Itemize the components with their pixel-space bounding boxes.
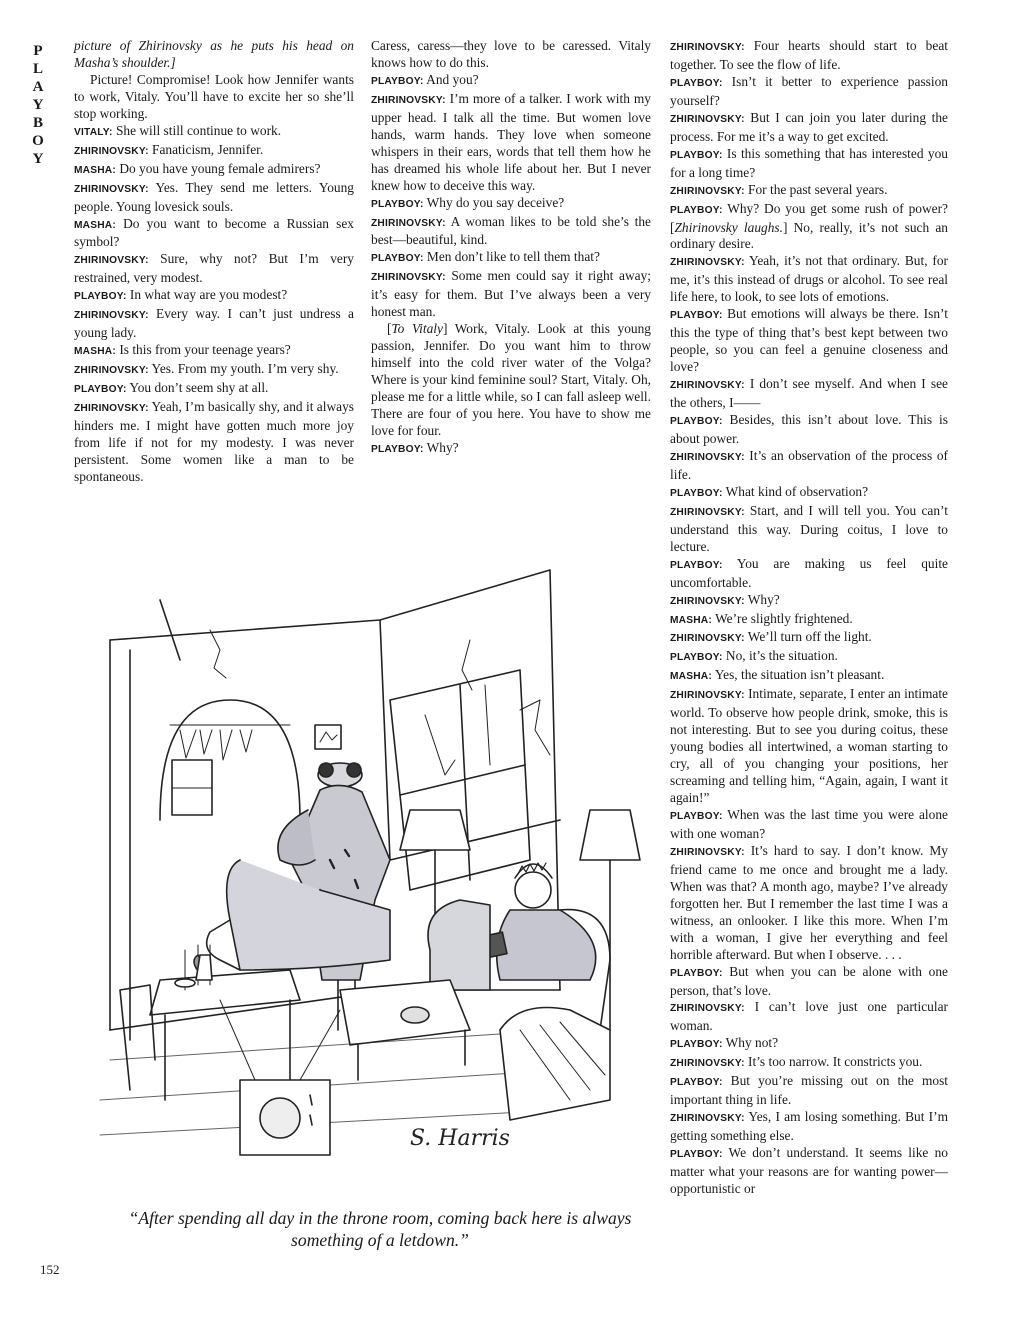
dialogue-line: ZHIRINOVSKY: It’s hard to say. I don’t know. My friend came to me once and brought me a lady. When was that? A month ago, maybe? I’ve already forgotten her. But I remember the last time I was a witness, an onlooker. I like this more. When I’m with a woman, I give her everything and feel horrible afterward. But when I observe. . . . [670, 842, 948, 962]
dialogue-line: PLAYBOY: No, it’s the situation. [670, 648, 838, 664]
speaker-label: ZHIRINOVSKY: [670, 257, 745, 269]
dialogue-line: ZHIRINOVSKY: Yes. They send me letters. Young people. Young lovesick souls. [74, 179, 354, 214]
dialogue-line: MASHA: Yes, the situation isn’t pleasant. [670, 667, 885, 683]
speaker-label: MASHA: [74, 346, 116, 358]
dialogue-line: ZHIRINOVSKY: Every way. I can’t just undress a young lady. [74, 306, 354, 341]
dialogue-paragraph: [To Vitaly] Work, Vitaly. Look at this young passion, Jennifer. Do you want him to throw himself into the cold river water of the Volga? Where is your kind feminine soul? Start, Vitaly. Oh, please me for a little while, so I can fall asleep well. There are four of you here. You have to show me love for four. [371, 321, 651, 438]
stage-direction: picture of Zhirinovsky as he puts his head on Masha’s shoulder.] [74, 38, 354, 70]
speaker-label: ZHIRINOVSKY: [74, 145, 149, 157]
dialogue-line: MASHA: Is this from your teenage years? [74, 342, 291, 358]
speaker-label: ZHIRINOVSKY: [670, 113, 745, 125]
speaker-label: PLAYBOY: [670, 652, 723, 664]
dialogue-line: ZHIRINOVSKY: Four hearts should start to beat together. To see the flow of life. [670, 38, 948, 72]
dialogue-line: ZHIRINOVSKY: Why? [670, 591, 780, 607]
running-head-letter: L [32, 61, 43, 77]
dialogue-line: PLAYBOY: You are making us feel quite uncomfortable. [670, 555, 949, 590]
speaker-label: PLAYBOY: [670, 77, 723, 89]
speaker-label: ZHIRINOVSKY: [670, 690, 745, 702]
speaker-label: ZHIRINOVSKY: [670, 633, 745, 645]
speaker-label: ZHIRINOVSKY: [74, 403, 149, 415]
speaker-label: PLAYBOY: [371, 75, 424, 87]
speaker-label: PLAYBOY: [670, 310, 723, 322]
dialogue-line: PLAYBOY: And you? [371, 71, 479, 87]
dialogue-line: PLAYBOY: In what way are you modest? [74, 287, 288, 303]
speaker-label: MASHA: [74, 164, 116, 176]
speaker-label: ZHIRINOVSKY: [371, 217, 446, 229]
dialogue-line: PLAYBOY: When was the last time you were alone with one woman? [670, 806, 948, 841]
cartoon-illustration [90, 560, 650, 1172]
dialogue-line: PLAYBOY: Is this something that has interested you for a long time? [670, 145, 948, 180]
dialogue-line: ZHIRINOVSKY: I’m more of a talker. I work with my upper head. I talk all the time. But women love hands, warm hands. They love when someone whispers in their ears, words that tell them how he has dreamed his whole life about her. But I never knew how to deceive this way. [371, 90, 651, 193]
dialogue-line: ZHIRINOVSKY: For the past several years. [670, 181, 888, 197]
dialogue-line: ZHIRINOVSKY: Intimate, separate, I enter an intimate world. To observe how people drink, smoke, this is not interesting. But to see you during coitus, these young bodies all intertwined, a woman starting to cry, all of you changing your positions, her screaming and telling him, “Again, again, I want it again!” [670, 686, 948, 806]
dialogue-line: ZHIRINOVSKY: A woman likes to be told she’s the best—beautiful, kind. [371, 213, 651, 248]
dialogue-line: ZHIRINOVSKY: Yeah, it’s not that ordinary. But, for me, it’s this instead of drugs or alcohol. To see real life here, to look, to see lots of emotions. [670, 253, 948, 305]
running-head [26, 42, 50, 168]
speaker-label: ZHIRINOVSKY: [371, 94, 446, 106]
speaker-label: MASHA: [670, 614, 712, 626]
speaker-label: ZHIRINOVSKY: [74, 365, 149, 377]
dialogue-line: PLAYBOY: But you’re missing out on the most important thing in life. [670, 1073, 948, 1108]
speaker-label: PLAYBOY: [371, 253, 424, 265]
speaker-label: MASHA: [74, 219, 116, 231]
speaker-label: PLAYBOY: [670, 559, 723, 571]
dialogue-line: ZHIRINOVSKY: It’s an observation of the process of life. [670, 447, 948, 482]
running-head-letter: P [33, 43, 43, 59]
speaker-label: ZHIRINOVSKY: [74, 255, 149, 267]
dialogue-line: ZHIRINOVSKY: It’s too narrow. It constricts you. [670, 1054, 923, 1070]
speaker-label: ZHIRINOVSKY: [670, 595, 745, 607]
speaker-label: PLAYBOY: [74, 384, 127, 396]
dialogue-line: ZHIRINOVSKY: Some men could say it right away; it’s easy for them. But I’ve always been a very honest man. [371, 268, 651, 320]
speaker-label: ZHIRINOVSKY: [670, 1003, 745, 1015]
dialogue-paragraph: Caress, caress—they love to be caressed. Vitaly knows how to do this. [371, 38, 651, 70]
speaker-label: ZHIRINOVSKY: [670, 1058, 745, 1070]
dialogue-line: MASHA: We’re slightly frightened. [670, 610, 853, 626]
dialogue-line: PLAYBOY: But emotions will always be there. Isn’t this the type of thing that’s best kept between two people, so you can feel a genuine closeness and love? [670, 306, 948, 375]
dialogue-line: ZHIRINOVSKY: Yeah, I’m basically shy, and it always hinders me. I might have gotten much more joy from life if not for my modesty. I was never persistent. Some women like a man to be spontaneous. [74, 399, 354, 484]
speaker-label: ZHIRINOVSKY: [74, 310, 149, 322]
running-head-letter: B [32, 115, 43, 131]
text-column-3 [670, 38, 948, 1198]
speaker-label: ZHIRINOVSKY: [371, 272, 446, 284]
dialogue-line: ZHIRINOVSKY: We’ll turn off the light. [670, 629, 872, 645]
dialogue-line: ZHIRINOVSKY: But I can join you later during the process. For me it’s a way to get excited. [670, 109, 948, 144]
speaker-label: PLAYBOY: [670, 416, 723, 428]
dialogue-line: ZHIRINOVSKY: Fanaticism, Jennifer. [74, 141, 264, 157]
speaker-label: MASHA: [670, 671, 712, 683]
running-head-letter: Y [32, 151, 44, 167]
speaker-label: PLAYBOY: [371, 198, 424, 210]
speaker-label: PLAYBOY: [670, 149, 723, 161]
dialogue-line: PLAYBOY: Men don’t like to tell them that? [371, 249, 600, 265]
speaker-label: ZHIRINOVSKY: [670, 42, 745, 53]
text-column-1 [74, 38, 354, 486]
dialogue-line: ZHIRINOVSKY: I don’t see myself. And when I see the others, I—— [670, 376, 948, 411]
speaker-label: PLAYBOY: [371, 443, 424, 455]
speaker-label: ZHIRINOVSKY: [670, 380, 745, 392]
dialogue-line: PLAYBOY: Why? [371, 439, 459, 455]
page-number: 152 [40, 1262, 60, 1277]
cartoon-caption: “After spending all day in the throne room, coming back here is always something of a letdown.” [128, 1208, 632, 1250]
speaker-label: ZHIRINOVSKY: [670, 185, 745, 197]
dialogue-line: PLAYBOY: We don’t understand. It seems like no matter what your reasons are for wanting power—opportunistic or [670, 1145, 948, 1196]
speaker-label: PLAYBOY: [670, 810, 723, 822]
speaker-label: ZHIRINOVSKY: [670, 451, 745, 463]
speaker-label: PLAYBOY: [670, 1149, 723, 1161]
text-column-2 [371, 38, 651, 459]
dialogue-line: PLAYBOY: Besides, this isn’t about love. This is about power. [670, 412, 948, 446]
running-head-letter: A [32, 79, 44, 95]
speaker-label: PLAYBOY: [670, 1039, 723, 1051]
dialogue-line: PLAYBOY: You don’t seem shy at all. [74, 380, 269, 396]
dialogue-line: PLAYBOY: Isn’t it better to experience passion yourself? [670, 73, 948, 108]
dialogue-line: ZHIRINOVSKY: I can’t love just one particular woman. [670, 999, 948, 1034]
speaker-label: ZHIRINOVSKY: [74, 183, 149, 195]
dialogue-line: PLAYBOY: Why do you say deceive? [371, 194, 565, 210]
dialogue-line: MASHA: Do you have young female admirers? [74, 160, 321, 176]
speaker-label: ZHIRINOVSKY: [670, 506, 745, 518]
dialogue-line: VITALY: She will still continue to work. [74, 122, 282, 138]
speaker-label: VITALY: [74, 126, 113, 138]
speaker-label: ZHIRINOVSKY: [670, 1113, 745, 1125]
speaker-label: PLAYBOY: [670, 487, 723, 499]
dialogue-line: PLAYBOY: But when you can be alone with one person, that’s love. [670, 963, 948, 998]
dialogue-line: ZHIRINOVSKY: Sure, why not? But I’m very restrained, very modest. [74, 251, 354, 286]
dialogue-line: ZHIRINOVSKY: Yes. From my youth. I’m very shy. [74, 361, 339, 377]
dialogue-line: MASHA: Do you want to become a Russian sex symbol? [74, 215, 354, 250]
dialogue-line: ZHIRINOVSKY: Yes, I am losing something. But I’m getting something else. [670, 1109, 948, 1144]
running-head-letter: O [32, 133, 44, 149]
speaker-label: PLAYBOY: [670, 967, 723, 979]
dialogue-line: PLAYBOY: Why not? [670, 1035, 779, 1051]
dialogue-line: PLAYBOY: Why? Do you get some rush of power? [Zhirinovsky laughs.] No, really, it’s not such an ordinary desire. [670, 200, 948, 252]
speaker-label: PLAYBOY: [670, 1077, 723, 1089]
artist-signature: S. Harris [410, 1126, 510, 1151]
running-head-letter: Y [32, 97, 44, 113]
dialogue-line: PLAYBOY: What kind of observation? [670, 483, 869, 499]
dialogue-line: ZHIRINOVSKY: Start, and I will tell you. You can’t understand this way. During coitus, I love to lecture. [670, 502, 948, 554]
speaker-label: PLAYBOY: [74, 291, 127, 303]
speaker-label: ZHIRINOVSKY: [670, 846, 745, 858]
dialogue-paragraph: Picture! Compromise! Look how Jennifer wants to work, Vitaly. You’ll have to excite her so she’ll stop working. [74, 71, 354, 121]
